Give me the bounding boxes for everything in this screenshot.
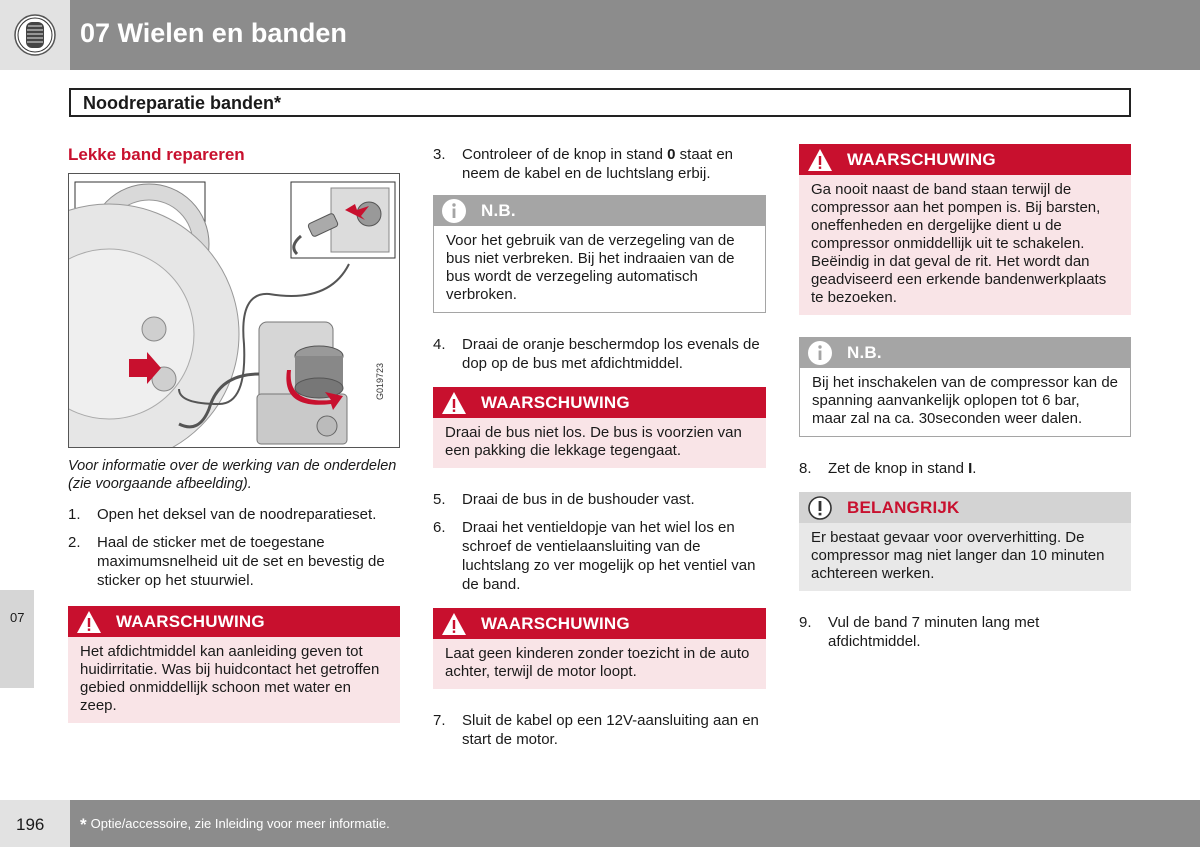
step-3 <box>433 145 766 183</box>
step-8 <box>799 459 1131 478</box>
warning-title: WAARSCHUWING <box>481 392 630 412</box>
subheading: Lekke band repareren <box>68 145 245 164</box>
column-2 <box>433 140 766 758</box>
figure-code: G019723 <box>375 362 385 400</box>
important-text: Er bestaat gevaar voor oververhitting. De compressor mag niet langer dan 10 minuten achtereen werken. <box>799 523 1131 591</box>
step-text: Open het deksel van de noodreparatieset. <box>97 506 377 523</box>
section-header <box>69 88 1131 117</box>
step-number: 5. <box>433 491 446 508</box>
warning-triangle-icon <box>807 147 833 173</box>
step-6 <box>433 518 766 594</box>
step-text: Vul de band 7 minuten lang met afdichtmiddel. <box>828 614 1040 650</box>
tire-icon <box>14 14 56 56</box>
warning-title: WAARSCHUWING <box>116 611 265 631</box>
footer-note <box>80 815 390 835</box>
step-text: Draai de bus in de bushouder vast. <box>462 491 695 508</box>
step-text: Draai het ventieldopje van het wiel los en schroef de ventielaansluiting van de luchtslang zo ver mogelijk op het ventiel van de band. <box>462 519 756 593</box>
important-box <box>799 492 1131 591</box>
chapter-title: 07 Wielen en banden <box>80 18 347 48</box>
info-icon <box>807 340 833 366</box>
important-header <box>799 492 1131 523</box>
side-chapter-number: 07 <box>10 610 25 625</box>
column-1 <box>68 140 400 745</box>
step-5 <box>433 490 766 509</box>
note-header <box>433 195 766 226</box>
info-icon <box>441 198 467 224</box>
warning-text: Laat geen kinderen zonder toezicht in de auto achter, terwijl de motor loopt. <box>433 639 766 689</box>
warning-header <box>68 606 400 637</box>
step-number: 6. <box>433 519 446 536</box>
note-text: Voor het gebruik van de verzegeling van de bus niet verbreken. Bij het indraaien van de bus wordt de verzegeling automatisch verbroken. <box>433 226 766 313</box>
step-number: 3. <box>433 146 446 163</box>
figure-caption: Voor informatie over de werking van de onderdelen (zie voorgaande afbeelding). <box>68 458 397 492</box>
step-text: Draai de oranje beschermdop los evenals de dop op de bus met afdichtmiddel. <box>462 336 760 372</box>
side-chapter-tab <box>0 590 34 688</box>
important-title: BELANGRIJK <box>847 497 960 517</box>
warning-triangle-icon <box>441 390 467 416</box>
warning-box <box>799 144 1131 315</box>
footer-note-text: Optie/accessoire, zie Inleiding voor meer informatie. <box>90 816 390 831</box>
exclamation-icon <box>807 495 833 521</box>
step-number: 4. <box>433 336 446 353</box>
asterisk-mark: * <box>80 815 87 834</box>
repair-kit-illustration <box>68 173 400 448</box>
step-7 <box>433 711 766 749</box>
step-text: Haal de sticker met de toegestane maximumsnelheid uit de set en bevestig de sticker op het stuurwiel. <box>97 534 385 589</box>
section-title: Noodreparatie banden* <box>83 93 282 113</box>
warning-box <box>433 387 766 468</box>
warning-text: Het afdichtmiddel kan aanleiding geven tot huidirritatie. Was bij huidcontact het getroffen gebied onmiddellijk schoon met water en zeep. <box>68 637 400 723</box>
note-header <box>799 337 1131 368</box>
note-title: N.B. <box>847 342 882 362</box>
warning-triangle-icon <box>441 611 467 637</box>
column-3 <box>799 140 1131 660</box>
warning-text: Ga nooit naast de band staan terwijl de compressor aan het pompen is. Bij barsten, oneffenheden en dergelijke dient u de compressor onmiddellijk uit te schakelen. Beëindig in dat geval de rit. Het wordt dan geadviseerd een erkende bandenwerkplaats te bezoeken. <box>799 175 1131 315</box>
step-number: 8. <box>799 460 812 477</box>
note-text: Bij het inschakelen van de compressor kan de spanning aanvankelijk oplopen tot 6 bar, maar zal na ca. 30seconden weer dalen. <box>799 368 1131 437</box>
step-text: Controleer of de knop in stand 0 staat en neem de kabel en de luchtslang erbij. <box>462 146 734 182</box>
step-2 <box>68 533 400 590</box>
note-box <box>433 195 766 313</box>
step-text: Zet de knop in stand I. <box>828 460 977 477</box>
chapter-tab <box>0 0 70 70</box>
note-title: N.B. <box>481 200 516 220</box>
warning-title: WAARSCHUWING <box>481 613 630 633</box>
note-box <box>799 337 1131 437</box>
warning-title: WAARSCHUWING <box>847 149 996 169</box>
step-number: 2. <box>68 534 81 551</box>
warning-header <box>433 608 766 639</box>
step-text: Sluit de kabel op een 12V-aansluiting aan en start de motor. <box>462 712 759 748</box>
step-number: 9. <box>799 614 812 631</box>
warning-box <box>68 606 400 723</box>
warning-text: Draai de bus niet los. De bus is voorzien van een pakking die lekkage tegengaat. <box>433 418 766 468</box>
warning-triangle-icon <box>76 609 102 635</box>
step-9 <box>799 613 1131 651</box>
step-4 <box>433 335 766 373</box>
step-number: 7. <box>433 712 446 729</box>
warning-header <box>433 387 766 418</box>
warning-header <box>799 144 1131 175</box>
step-number: 1. <box>68 506 81 523</box>
step-1 <box>68 505 400 524</box>
page-number: 196 <box>16 815 45 834</box>
warning-box <box>433 608 766 689</box>
